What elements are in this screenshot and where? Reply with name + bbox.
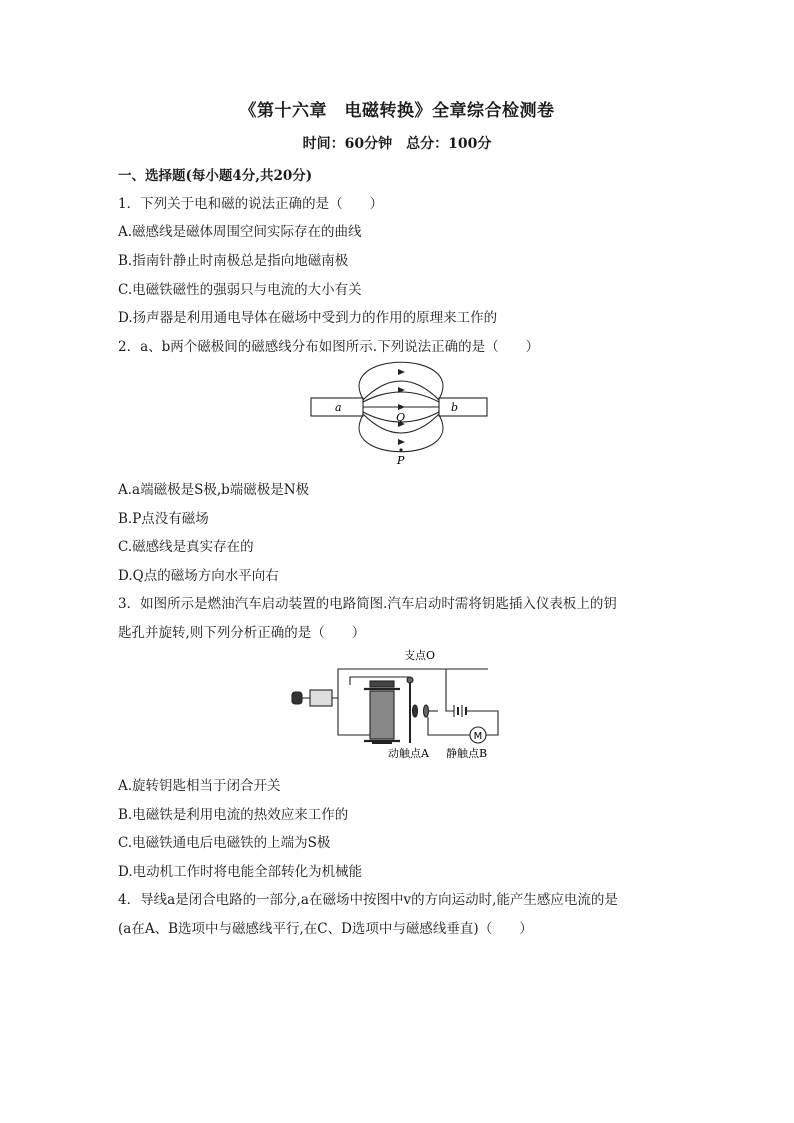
- q4-stem-line2: (a在A、B选项中与磁感线平行,在C、D选项中与磁感线垂直)（ ）: [118, 921, 533, 937]
- q3-stem-line2: 匙孔并旋转,则下列分析正确的是（ ）: [118, 625, 366, 641]
- magnet-b: [439, 398, 487, 416]
- label-a: a: [335, 401, 342, 414]
- q3-option-b: B.电磁铁是利用电流的热效应来工作的: [118, 807, 349, 823]
- motor-label: M: [473, 731, 483, 742]
- q3-option-c: C.电磁铁通电后电磁铁的上端为S极: [118, 835, 331, 851]
- static-contact-label: 静触点B: [446, 747, 488, 760]
- q1-option-c: C.电磁铁磁性的强弱只与电流的大小有关: [118, 282, 362, 298]
- pivot-label: 支点O: [404, 649, 436, 662]
- moving-contact: [413, 705, 418, 717]
- page-title: 《第十六章 电磁转换》全章综合检测卷: [239, 101, 555, 121]
- static-contact: [424, 705, 429, 717]
- q1-option-a: A.磁感线是磁体周围空间实际存在的曲线: [118, 224, 362, 240]
- q3-option-d: D.电动机工作时将电能全部转化为机械能: [118, 864, 363, 880]
- key-icon: [292, 692, 302, 704]
- q1-stem: 1．下列关于电和磁的说法正确的是（ ）: [118, 196, 384, 212]
- magnetic-field-figure: [305, 360, 495, 470]
- q2-stem: 2．a、b两个磁极间的磁感线分布如图所示.下列说法正确的是（ ）: [118, 339, 540, 355]
- label-p: P: [397, 454, 405, 467]
- car-starter-circuit-figure: [288, 645, 508, 763]
- q2-option-c: C.磁感线是真实存在的: [118, 539, 254, 555]
- section-heading: 一、选择题(每小题4分,共20分): [118, 168, 313, 184]
- exam-time-score: 时间：60分钟 总分：100分: [302, 136, 492, 152]
- moving-contact-label: 动触点A: [388, 747, 429, 760]
- q4-stem-line1: 4．导线a是闭合电路的一部分,a在磁场中按图中v的方向运动时,能产生感应电流的是: [118, 892, 618, 908]
- q3-stem-line1: 3．如图所示是燃油汽车启动装置的电路简图.汽车启动时需将钥匙插入仪表板上的钥: [118, 596, 617, 612]
- q1-option-d: D.扬声器是利用通电导体在磁场中受到力的作用的原理来工作的: [118, 310, 498, 326]
- q2-option-b: B.P点没有磁场: [118, 511, 209, 527]
- label-b: b: [451, 401, 459, 414]
- key-switch: [310, 690, 332, 706]
- pivot-point: [407, 677, 413, 683]
- q2-option-a: A.a端磁极是S极,b端磁极是N极: [118, 482, 310, 498]
- electromagnet-coil: [370, 691, 394, 739]
- label-q: Q: [396, 411, 406, 424]
- q2-option-d: D.Q点的磁场方向水平向右: [118, 568, 279, 584]
- q1-option-b: B.指南针静止时南极总是指向地磁南极: [118, 253, 349, 269]
- q3-option-a: A.旋转钥匙相当于闭合开关: [118, 778, 281, 794]
